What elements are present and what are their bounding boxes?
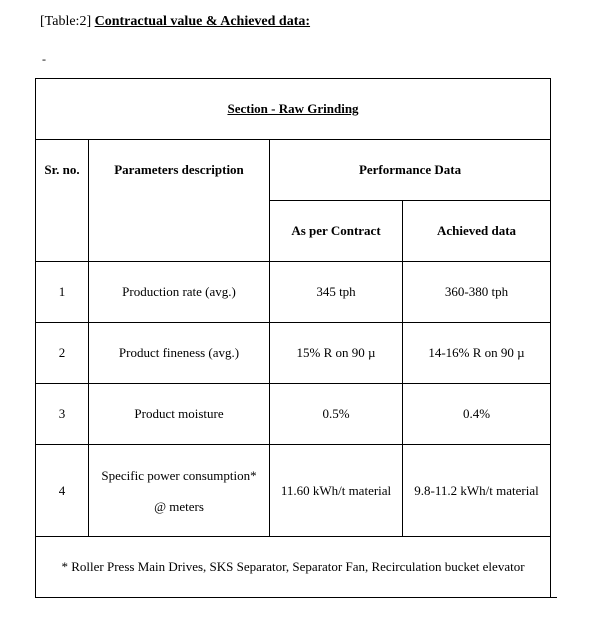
- table-row: [36, 445, 551, 537]
- table-title: Contractual value & Achieved data:: [94, 14, 311, 29]
- table-reference: [Table:2]: [40, 14, 92, 29]
- table-caption: [40, 14, 310, 30]
- param-line-2: @ meters: [154, 498, 204, 514]
- bottom-rule: [35, 597, 557, 598]
- table-row: [36, 323, 551, 384]
- contract-cell: 345 tph: [270, 262, 403, 323]
- param-cell: [89, 445, 270, 537]
- achieved-header: Achieved data: [403, 201, 551, 262]
- param-cell: Product moisture: [89, 384, 270, 445]
- param-cell: Product fineness (avg.): [89, 323, 270, 384]
- achieved-cell: 0.4%: [403, 384, 551, 445]
- sr-no-header: Sr. no.: [36, 140, 89, 262]
- section-title: Section - Raw Grinding: [227, 101, 359, 117]
- sr-cell: 2: [36, 323, 89, 384]
- sr-cell: 4: [36, 445, 89, 537]
- achieved-cell: 360-380 tph: [403, 262, 551, 323]
- performance-header: Performance Data: [270, 140, 551, 201]
- performance-table: [35, 78, 551, 598]
- param-cell: Production rate (avg.): [89, 262, 270, 323]
- achieved-cell: 9.8-11.2 kWh/t material: [403, 445, 551, 537]
- sr-cell: 3: [36, 384, 89, 445]
- parameters-header: Parameters description: [89, 140, 270, 262]
- achieved-cell: 14-16% R on 90 µ: [403, 323, 551, 384]
- contract-header: As per Contract: [270, 201, 403, 262]
- contract-cell: 15% R on 90 µ: [270, 323, 403, 384]
- section-row: [36, 79, 551, 140]
- table-row: [36, 262, 551, 323]
- footnote-row: [36, 537, 551, 598]
- contract-cell: 11.60 kWh/t material: [270, 445, 403, 537]
- section-title-cell: [36, 79, 551, 140]
- footnote: * Roller Press Main Drives, SKS Separator, Separator Fan, Recirculation bucket elevator: [36, 537, 551, 598]
- contract-cell: 0.5%: [270, 384, 403, 445]
- table-row: [36, 384, 551, 445]
- header-row: [36, 140, 551, 201]
- sr-cell: 1: [36, 262, 89, 323]
- dash-marker: -: [42, 52, 46, 66]
- param-line-1: Specific power consumption*: [101, 467, 257, 483]
